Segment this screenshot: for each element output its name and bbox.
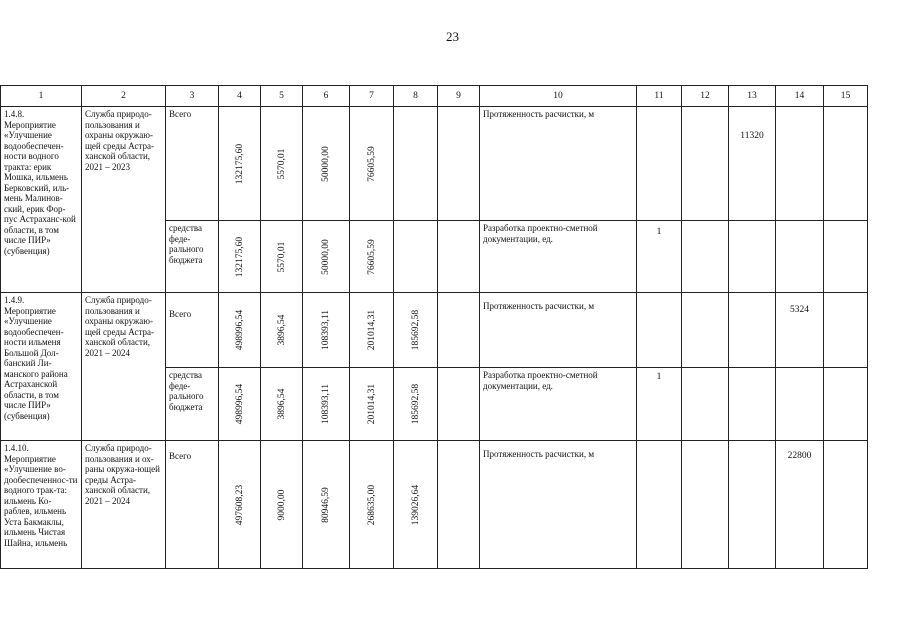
value-col-8 (394, 107, 438, 221)
funding-source: средства феде-рального бюджета (166, 368, 219, 441)
value-col-12 (682, 368, 729, 441)
col-header-15: 15 (824, 86, 868, 107)
value-col-6: 50000,00 (303, 107, 350, 221)
measure-name: Мероприятие «Улучшение водообеспечен-ности ильменя Большой Дол-банский Ли-манского района Астраханской области, в том числе ПИР» (субвенция) (4, 305, 68, 421)
value-col-4: 132175,60 (219, 221, 261, 293)
executor-cell: Служба природо-пользования и охраны окружаю-щей среды Астра-ханской области, 2021 – 2024 (82, 293, 166, 441)
measure-name: Мероприятие «Улучшение во-дообеспеченнос-ти водного трак-та: ильмень Ко-раблев, ильмень Уста Бакмаклы, ильмень Чистая Шайна, ильмень (4, 453, 78, 548)
value-col-7: 76605,59 (350, 221, 394, 293)
col-header-2: 2 (82, 86, 166, 107)
value-col-12 (682, 107, 729, 221)
funding-source: Всего (166, 293, 219, 368)
indicator-name: Разработка проектно-сметной документации, ед. (480, 368, 637, 441)
value-col-13 (729, 221, 776, 293)
measure-id: 1.4.8. (4, 109, 25, 119)
measure-id: 1.4.9. (4, 295, 25, 305)
value-col-12 (682, 441, 729, 569)
value-col-7: 268635,00 (350, 441, 394, 569)
value-col-14 (776, 221, 824, 293)
value-col-11: 1 (637, 368, 682, 441)
indicator-name: Протяженность расчистки, м (480, 441, 637, 569)
value-col-5: 5570,01 (261, 221, 303, 293)
value-col-4: 497608,23 (219, 441, 261, 569)
value-col-11 (637, 293, 682, 368)
measure-name: Мероприятие «Улучшение водообеспечен-ности водного тракта: ерик Мошка, ильмень Берковский, иль-мень Малинов-ский, ерик Фор-пус Астраханс-кой области, в том числе ПИР» (субвенция) (4, 119, 76, 256)
value-col-12 (682, 293, 729, 368)
value-col-4: 498996,54 (219, 368, 261, 441)
value-col-6: 80946,59 (303, 441, 350, 569)
value-col-5: 5570,01 (261, 107, 303, 221)
value-col-8: 185692,58 (394, 293, 438, 368)
col-header-12: 12 (682, 86, 729, 107)
col-header-6: 6 (303, 86, 350, 107)
value-col-5: 3896,54 (261, 293, 303, 368)
value-col-14: 22800 (776, 441, 824, 569)
column-number-row (1, 86, 868, 107)
col-header-13: 13 (729, 86, 776, 107)
value-col-14 (776, 368, 824, 441)
value-col-15 (824, 107, 868, 221)
value-col-4: 498996,54 (219, 293, 261, 368)
measure-name-cell (1, 293, 82, 441)
indicator-name: Разработка проектно-сметной документации, ед. (480, 221, 637, 293)
measure-name-cell (1, 441, 82, 569)
value-col-9 (438, 368, 480, 441)
col-header-11: 11 (637, 86, 682, 107)
value-col-11 (637, 107, 682, 221)
value-col-7: 201014,31 (350, 368, 394, 441)
col-header-8: 8 (394, 86, 438, 107)
measure-name-cell (1, 107, 82, 293)
measure-id: 1.4.10. (4, 443, 29, 453)
value-col-5: 3896,54 (261, 368, 303, 441)
table-row (1, 441, 868, 569)
value-col-6: 50000,00 (303, 221, 350, 293)
value-col-8 (394, 221, 438, 293)
value-col-8: 139026,64 (394, 441, 438, 569)
indicator-name: Протяженность расчистки, м (480, 107, 637, 221)
value-col-6: 108393,11 (303, 293, 350, 368)
value-col-13 (729, 293, 776, 368)
executor-cell: Служба природо-пользования и охраны окружаю-щей среды Астра-ханской области, 2021 – 2023 (82, 107, 166, 293)
value-col-9 (438, 293, 480, 368)
value-col-8: 185692,58 (394, 368, 438, 441)
value-col-14 (776, 107, 824, 221)
value-col-15 (824, 441, 868, 569)
col-header-4: 4 (219, 86, 261, 107)
value-col-4: 132175,60 (219, 107, 261, 221)
value-col-14: 5324 (776, 293, 824, 368)
page-number: 23 (446, 29, 459, 44)
table-row (1, 293, 868, 368)
col-header-10: 10 (480, 86, 637, 107)
value-col-13 (729, 368, 776, 441)
value-col-5: 9000,00 (261, 441, 303, 569)
col-header-9: 9 (438, 86, 480, 107)
indicator-name: Протяженность расчистки, м (480, 293, 637, 368)
value-col-7: 201014,31 (350, 293, 394, 368)
value-col-7: 76605,59 (350, 107, 394, 221)
value-col-9 (438, 107, 480, 221)
funding-source: средства феде-рального бюджета (166, 221, 219, 293)
program-table (0, 85, 868, 569)
table-row (1, 107, 868, 221)
col-header-3: 3 (166, 86, 219, 107)
value-col-9 (438, 441, 480, 569)
value-col-9 (438, 221, 480, 293)
value-col-6: 108393,11 (303, 368, 350, 441)
executor-cell: Служба природо-пользования и ох-раны окружа-ющей среды Астра-ханской области, 2021 – 2024 (82, 441, 166, 569)
funding-source: Всего (166, 107, 219, 221)
funding-source: Всего (166, 441, 219, 569)
value-col-15 (824, 221, 868, 293)
col-header-7: 7 (350, 86, 394, 107)
value-col-12 (682, 221, 729, 293)
col-header-5: 5 (261, 86, 303, 107)
value-col-15 (824, 368, 868, 441)
value-col-11: 1 (637, 221, 682, 293)
value-col-15 (824, 293, 868, 368)
value-col-13: 11320 (729, 107, 776, 221)
value-col-13 (729, 441, 776, 569)
col-header-14: 14 (776, 86, 824, 107)
value-col-11 (637, 441, 682, 569)
col-header-1: 1 (1, 86, 82, 107)
